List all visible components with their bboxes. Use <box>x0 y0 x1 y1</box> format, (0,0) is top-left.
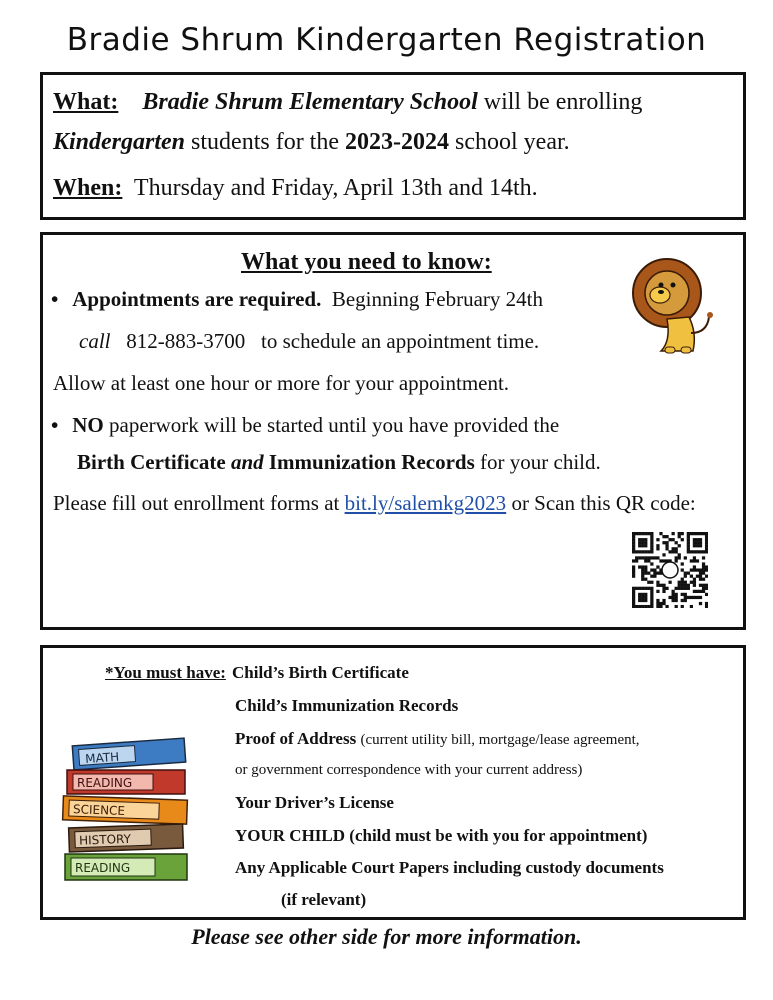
need-to-know-heading: What you need to know: <box>241 249 492 275</box>
school-year: 2023-2024 <box>345 129 450 155</box>
proof-label: Proof of Address <box>235 729 357 748</box>
bullet-icon: • <box>51 287 59 311</box>
kindergarten-text: Kindergarten <box>53 129 186 155</box>
requirement-license: Your Driver’s License <box>235 793 394 812</box>
requirement-court-papers: Any Applicable Court Papers including custody documents <box>235 858 664 877</box>
scan-text: or Scan this QR code: <box>511 491 696 515</box>
proof-detail: (current utility bill, mortgage/lease agreement, <box>360 732 640 748</box>
when-line <box>53 175 538 202</box>
proof-detail-2: or government correspondence with your current address) <box>235 762 583 778</box>
what-line-2 <box>53 129 570 156</box>
requirement-your-child: YOUR CHILD (child must be with you for appointment) <box>235 826 648 845</box>
appointments-required: Appointments are required. <box>72 287 322 311</box>
what-line-1 <box>53 89 642 116</box>
appointments-line <box>51 287 543 312</box>
call-line <box>79 329 539 354</box>
must-have-label: *You must have: <box>105 663 226 682</box>
schedule-text: to schedule an appointment time. <box>261 329 540 353</box>
paperwork-line <box>51 413 559 438</box>
book-label-math: MATH <box>84 749 120 767</box>
documents-line <box>77 450 601 475</box>
book-label-reading-2: READING <box>75 861 131 875</box>
requirement-immunization: Child’s Immunization Records <box>235 696 459 715</box>
qr-code-icon[interactable] <box>632 532 708 608</box>
allow-time-text: Allow at least one hour or more for your appointment. <box>53 371 510 395</box>
need-to-know-box <box>40 232 746 630</box>
page-title: Bradie Shrum Kindergarten Registration <box>66 22 707 58</box>
what-when-box <box>40 72 746 220</box>
book-stack-icon <box>59 734 207 894</box>
immunization-text: Immunization Records <box>268 450 475 474</box>
enrollment-forms-line <box>53 491 696 516</box>
call-text: call <box>79 329 111 353</box>
must-have-box <box>40 645 746 920</box>
paperwork-text: paperwork will be started until you have provided the <box>109 413 560 437</box>
no-text: NO <box>72 413 104 437</box>
school-name: Bradie Shrum Elementary School <box>142 89 478 115</box>
requirement-proof-address <box>235 729 640 749</box>
when-label: When: <box>53 175 123 201</box>
enrollment-link[interactable]: bit.ly/salemkg2023 <box>344 491 507 515</box>
bullet-icon: • <box>51 413 59 437</box>
book-label-reading: READING <box>77 776 133 790</box>
footer-note: Please see other side for more information. <box>191 924 582 949</box>
book-label-science: SCIENCE <box>72 802 126 818</box>
birth-certificate-text: Birth Certificate <box>77 450 226 474</box>
students-text: students for the <box>191 129 340 155</box>
appointments-beginning: Beginning February 24th <box>331 287 543 311</box>
school-year-text: school year. <box>455 129 570 155</box>
phone-number: 812-883-3700 <box>126 329 246 353</box>
lion-icon <box>629 251 719 359</box>
enrolling-text: will be enrolling <box>483 89 643 115</box>
what-label: What: <box>53 89 119 115</box>
fill-out-text: Please fill out enrollment forms at <box>53 491 340 515</box>
requirement-birth-certificate: Child’s Birth Certificate <box>232 663 409 682</box>
and-text: and <box>230 450 264 474</box>
when-text: Thursday and Friday, April 13th and 14th. <box>133 175 538 201</box>
requirement-if-relevant: (if relevant) <box>281 890 367 909</box>
book-label-history: HISTORY <box>78 831 132 848</box>
for-child-text: for your child. <box>480 450 601 474</box>
